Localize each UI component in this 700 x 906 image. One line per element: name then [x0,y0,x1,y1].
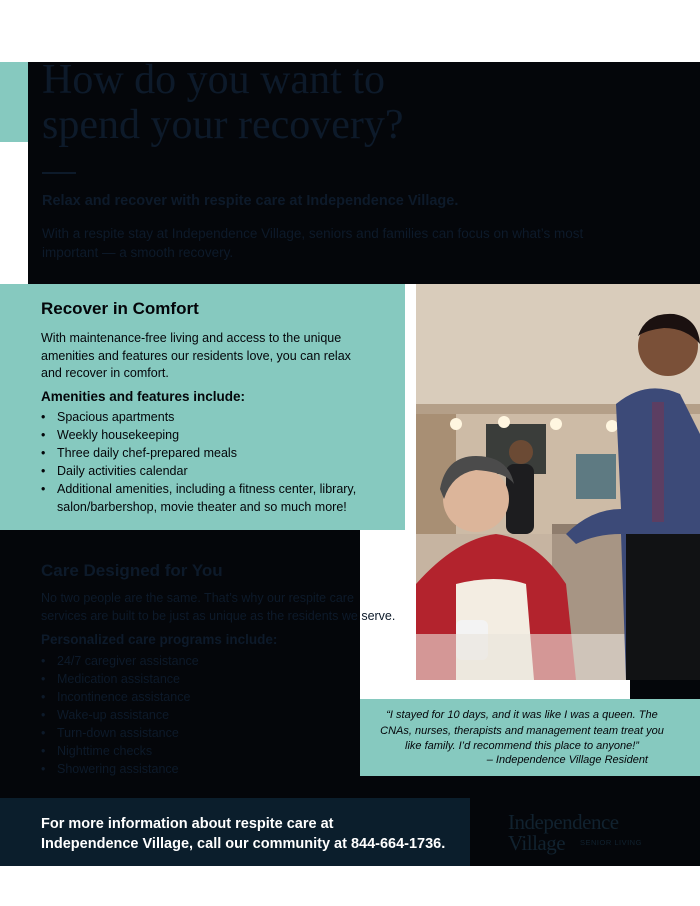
contact-text [41,814,445,854]
list-item: • Nighttime checks [41,742,341,760]
list-item: • Incontinence assistance [41,688,341,706]
amenities-list-title: Amenities and features include: [41,389,246,404]
comfort-body: With maintenance-free living and access to the unique amenities and features our residents love, you can relax and recover in comfort. [41,331,351,380]
contact-cta [0,798,470,866]
list-item: • Medication assistance [41,670,341,688]
comfort-section [0,284,405,530]
list-item: • Showering assistance [41,760,341,778]
logo-line-2: Village [508,831,566,855]
logo-line-1: Independence [508,810,619,834]
care-list-title: Personalized care programs include: [41,632,278,647]
list-item: • Turn-down assistance [41,724,341,742]
residents-photo [416,284,700,680]
headline-line-2: spend your recovery? [42,102,404,148]
list-item: • Spacious apartments [41,408,386,426]
list-item: • Additional amenities, including a fitness center, library, salon/barbershop, movie theater and so much more! [41,480,386,516]
care-title: Care Designed for You [41,561,223,580]
headline-line-1: How do you want to [42,57,385,103]
logo-tagline: SENIOR LIVING [580,838,642,847]
comfort-title: Recover in Comfort [41,299,199,318]
list-item: • Daily activities calendar [41,462,386,480]
list-item: • 24/7 caregiver assistance [41,652,341,670]
care-programs-list [41,652,341,778]
headline-divider [42,172,76,174]
page-title [42,58,602,148]
photo-illustration [416,284,700,680]
subheading: Relax and recover with respite care at Independence Village. [42,193,459,209]
contact-line-1: For more information about respite care at [41,816,334,832]
care-body: No two people are the same. That’s why our respite care services are built to be just as unique as the residents we serve. [41,591,396,623]
top-accent-bar [0,62,28,142]
brand-logo [508,810,668,856]
list-item: • Three daily chef-prepared meals [41,444,386,462]
testimonial-quote: “I stayed for 10 days, and it was like I was a queen. The CNAs, nurses, therapists and management team treat you like family. I’d recommend this place to anyone!” [380,709,664,752]
contact-line-2: Independence Village, call our community at 844-664-1736. [41,836,446,852]
testimonial-attribution: – Independence Village Resident [486,754,648,766]
list-item: • Weekly housekeeping [41,426,386,444]
list-item: • Wake-up assistance [41,706,341,724]
testimonial-box [360,699,700,776]
intro-paragraph: With a respite stay at Independence Village, seniors and families can focus on what’s most important — a smooth recovery. [42,226,584,260]
amenities-list [41,408,386,516]
quote-band [630,680,700,700]
